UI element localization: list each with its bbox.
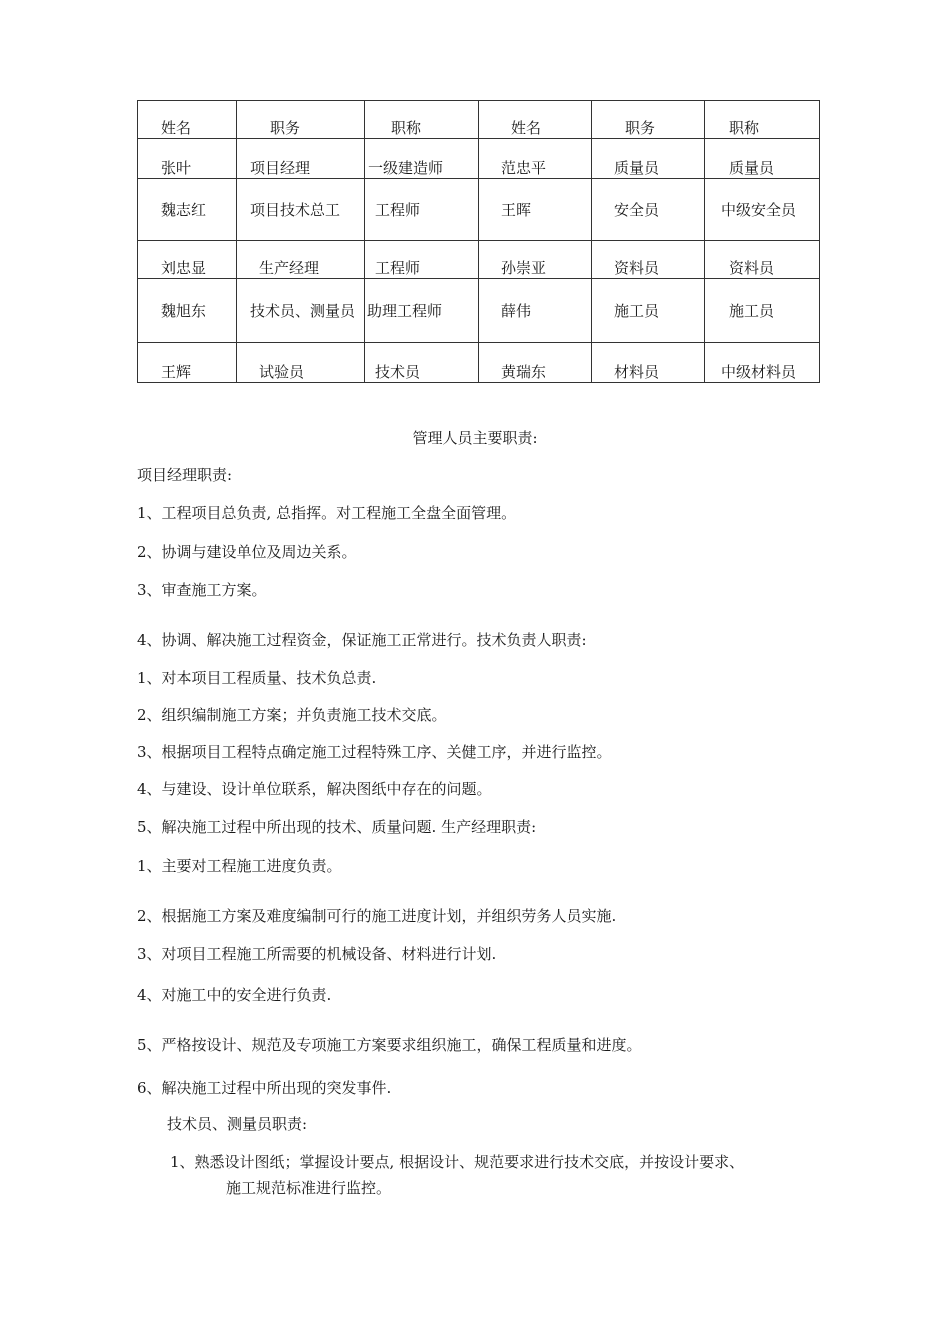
table-cell: 一级建造师 — [365, 139, 479, 179]
paragraph-line: 1、熟悉设计图纸；掌握设计要点, 根据设计、规范要求进行技术交底，并按设计要求、 — [170, 1153, 745, 1171]
table-cell: 质量员 — [592, 139, 705, 179]
table-row — [138, 241, 820, 279]
table-cell: 王辉 — [138, 343, 237, 383]
paragraph-line: 1、主要对工程施工进度负责。 — [137, 857, 342, 875]
table-row — [138, 179, 820, 241]
paragraph-line: 4、与建设、设计单位联系，解决图纸中存在的问题。 — [137, 780, 492, 798]
paragraph-line: 4、协调、解决施工过程资金，保证施工正常进行。技术负责人职责: — [137, 631, 587, 649]
table-cell: 薛伟 — [479, 279, 592, 343]
header-cell: 职称 — [705, 101, 820, 139]
table-cell: 质量员 — [705, 139, 820, 179]
table-cell: 资料员 — [705, 241, 820, 279]
header-cell: 职务 — [237, 101, 365, 139]
section-title: 管理人员主要职责: — [412, 429, 538, 447]
table-cell: 生产经理 — [237, 241, 365, 279]
table-cell: 技术员、测量员 — [237, 279, 365, 343]
paragraph-line: 5、严格按设计、规范及专项施工方案要求组织施工，确保工程质量和进度。 — [137, 1036, 642, 1054]
paragraph-line: 3、对项目工程施工所需要的机械设备、材料进行计划. — [137, 945, 497, 963]
table-cell: 孙崇亚 — [479, 241, 592, 279]
table-cell: 项目技术总工 — [237, 179, 365, 241]
table-cell: 魏旭东 — [138, 279, 237, 343]
header-cell: 职称 — [365, 101, 479, 139]
paragraph-line: 3、根据项目工程特点确定施工过程特殊工序、关健工序，并进行监控。 — [137, 743, 612, 761]
table-cell: 王晖 — [479, 179, 592, 241]
paragraph-line: 2、组织编制施工方案；并负责施工技术交底。 — [137, 706, 447, 724]
table-cell: 施工员 — [592, 279, 705, 343]
table-cell: 工程师 — [365, 179, 479, 241]
table-cell: 中级材料员 — [705, 343, 820, 383]
header-cell: 职务 — [592, 101, 705, 139]
table-cell: 魏志红 — [138, 179, 237, 241]
table-cell: 施工员 — [705, 279, 820, 343]
table-cell: 技术员 — [365, 343, 479, 383]
table-row — [138, 139, 820, 179]
staff-table — [137, 100, 820, 383]
table-row — [138, 343, 820, 383]
paragraph-heading: 技术员、测量员职责: — [167, 1115, 308, 1133]
paragraph-line: 1、对本项目工程质量、技术负总责. — [137, 669, 377, 687]
paragraph-line: 4、对施工中的安全进行负责. — [137, 986, 332, 1004]
header-cell: 姓名 — [479, 101, 592, 139]
table-cell: 材料员 — [592, 343, 705, 383]
table-cell: 范忠平 — [479, 139, 592, 179]
paragraph-line: 5、解决施工过程中所出现的技术、质量问题. 生产经理职责: — [137, 818, 537, 836]
table-header-row — [138, 101, 820, 139]
table-row — [138, 279, 820, 343]
table-cell: 项目经理 — [237, 139, 365, 179]
table-cell: 助理工程师 — [365, 279, 479, 343]
paragraph-line: 2、协调与建设单位及周边关系。 — [137, 543, 357, 561]
table-cell: 中级安全员 — [705, 179, 820, 241]
header-cell: 姓名 — [138, 101, 237, 139]
paragraph-line: 施工规范标准进行监控。 — [226, 1179, 392, 1197]
table-cell: 资料员 — [592, 241, 705, 279]
paragraph-line: 3、审查施工方案。 — [137, 581, 267, 599]
table-cell: 安全员 — [592, 179, 705, 241]
table-cell: 黄瑞东 — [479, 343, 592, 383]
paragraph-line: 6、解决施工过程中所出现的突发事件. — [137, 1079, 392, 1097]
table-cell: 刘忠显 — [138, 241, 237, 279]
paragraph-line: 1、工程项目总负责, 总指挥。对工程施工全盘全面管理。 — [137, 504, 517, 522]
table-cell: 试验员 — [237, 343, 365, 383]
paragraph-heading: 项目经理职责: — [137, 466, 233, 484]
table-cell: 张叶 — [138, 139, 237, 179]
table-cell: 工程师 — [365, 241, 479, 279]
paragraph-line: 2、根据施工方案及难度编制可行的施工进度计划，并组织劳务人员实施. — [137, 907, 617, 925]
